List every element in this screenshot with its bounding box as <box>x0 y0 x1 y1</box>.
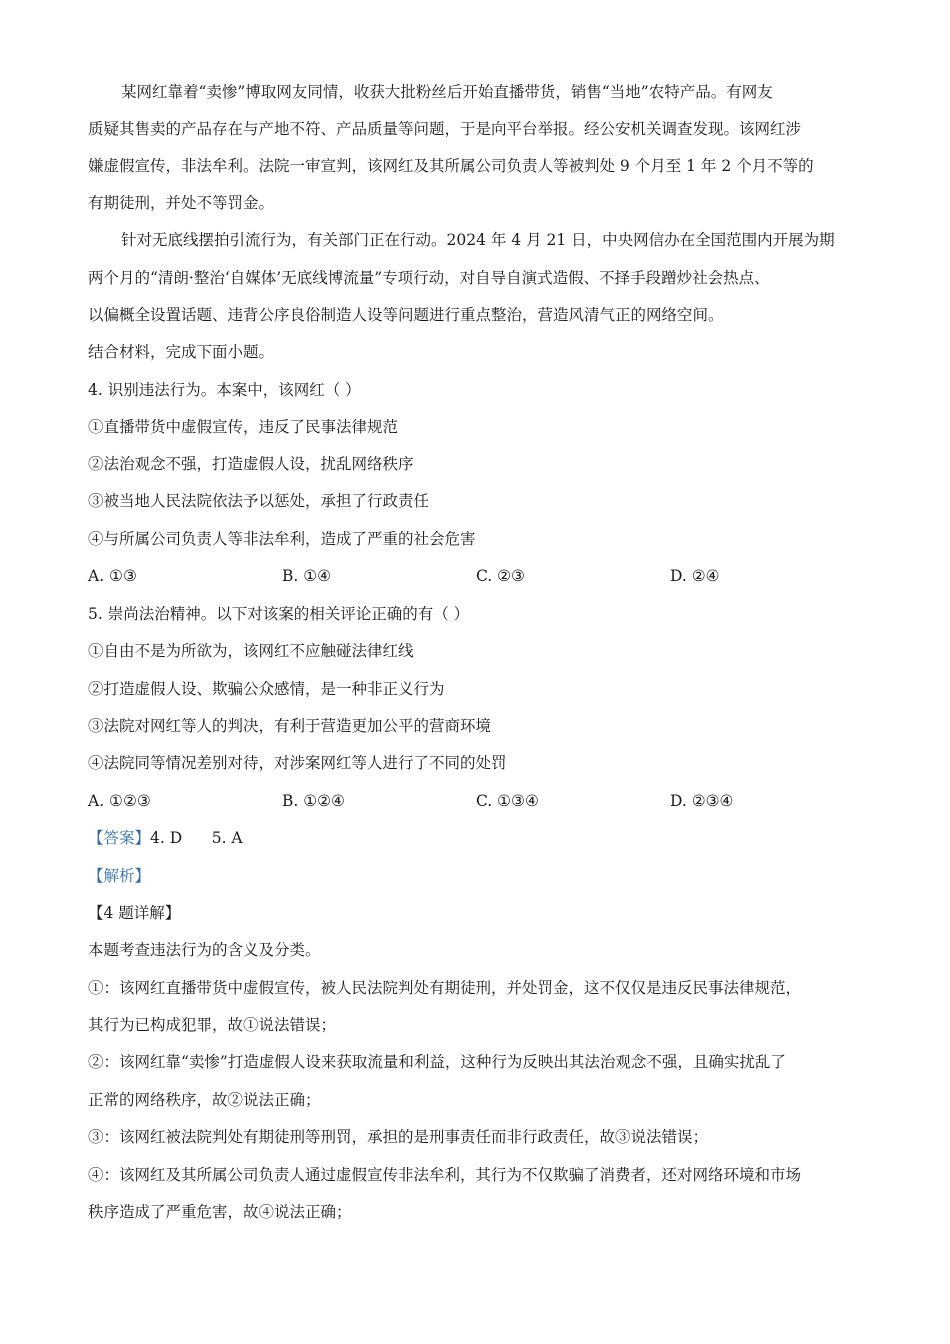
q5-option-c: C. ①③④ <box>476 792 539 810</box>
answer-tag: 【答案】 <box>88 829 151 847</box>
q4-stem: 4. 识别违法行为。本案中，该网红（ ） <box>88 381 361 399</box>
analysis-tag: 【解析】 <box>88 867 151 885</box>
q4-option-b: B. ①④ <box>282 567 332 585</box>
instruction: 结合材料，完成下面小题。 <box>88 343 275 361</box>
answer-text: 4. D 5. A <box>150 829 243 847</box>
material-p2-line-1: 针对无底线摆拍引流行为，有关部门正在行动。2024 年 4 月 21 日，中央网信办在全国范围内开展为期 <box>121 231 835 249</box>
analysis-line-4: 正常的网络秩序，故②说法正确； <box>88 1091 321 1109</box>
q5-statement-1: ①自由不是为所欲为，该网红不应触碰法律红线 <box>88 642 414 660</box>
q5-statement-3: ③法院对网红等人的判决，有利于营造更加公平的营商环境 <box>88 717 492 735</box>
q4-statement-3: ③被当地人民法院依法予以惩处，承担了行政责任 <box>88 492 430 510</box>
q4-option-d: D. ②④ <box>670 567 720 585</box>
q5-option-b: B. ①②④ <box>282 792 345 810</box>
analysis-line-2: 其行为已构成犯罪，故①说法错误； <box>88 1016 337 1034</box>
q5-stem: 5. 崇尚法治精神。以下对该案的相关评论正确的有（ ） <box>88 605 470 623</box>
analysis-line-6: ④：该网红及其所属公司负责人通过虚假宣传非法牟利，其行为不仅欺骗了消费者，还对网络环境和市场 <box>88 1166 802 1184</box>
material-p1-line-3: 嫌虚假宣传，非法牟利。法院一审宣判，该网红及其所属公司负责人等被判处 9 个月至 1 年 2 个月不等的 <box>88 157 814 175</box>
q4-option-a: A. ①③ <box>88 567 137 585</box>
q5-option-a: A. ①②③ <box>88 792 151 810</box>
analysis-intro: 本题考查违法行为的含义及分类。 <box>88 941 321 959</box>
q5-statement-2: ②打造虚假人设、欺骗公众感情，是一种非正义行为 <box>88 680 445 698</box>
q4-statement-2: ②法治观念不强，打造虚假人设，扰乱网络秩序 <box>88 455 414 473</box>
q5-statement-4: ④法院同等情况差别对待，对涉案网红等人进行了不同的处罚 <box>88 754 507 772</box>
material-p1-line-1: 某网红靠着“卖惨”博取网友同情，收获大批粉丝后开始直播带货，销售“当地”农特产品。有网友 <box>121 83 773 101</box>
analysis-line-5: ③：该网红被法院判处有期徒刑等刑罚，承担的是刑事责任而非行政责任，故③说法错误； <box>88 1128 709 1146</box>
q4-option-c: C. ②③ <box>476 567 525 585</box>
analysis-line-7: 秩序造成了严重危害，故④说法正确； <box>88 1203 352 1221</box>
analysis-line-3: ②：该网红靠“卖惨”打造虚假人设来获取流量和利益，这种行为反映出其法治观念不强，且确实扰乱了 <box>88 1053 786 1071</box>
q4-detail-title: 【4 题详解】 <box>88 904 181 922</box>
material-p1-line-4: 有期徒刑，并处不等罚金。 <box>88 194 275 212</box>
q4-statement-4: ④与所属公司负责人等非法牟利，造成了严重的社会危害 <box>88 530 476 548</box>
answer-line <box>88 828 243 848</box>
material-p1-line-2: 质疑其售卖的产品存在与产地不符、产品质量等问题，于是向平台举报。经公安机关调查发现。该网红涉 <box>88 120 802 138</box>
material-p2-line-3: 以偏概全设置话题、违背公序良俗制造人设等问题进行重点整治，营造风清气正的网络空间。 <box>88 306 724 324</box>
q4-statement-1: ①直播带货中虚假宣传，违反了民事法律规范 <box>88 418 399 436</box>
analysis-line-1: ①：该网红直播带货中虚假宣传，被人民法院判处有期徒刑，并处罚金，这不仅仅是违反民事法律规范， <box>88 979 802 997</box>
material-p2-line-2: 两个月的“清朗·整治‘自媒体’无底线博流量”专项行动，对自导自演式造假、不择手段蹭炒社会热点、 <box>88 269 770 287</box>
q5-option-d: D. ②③④ <box>670 792 734 810</box>
